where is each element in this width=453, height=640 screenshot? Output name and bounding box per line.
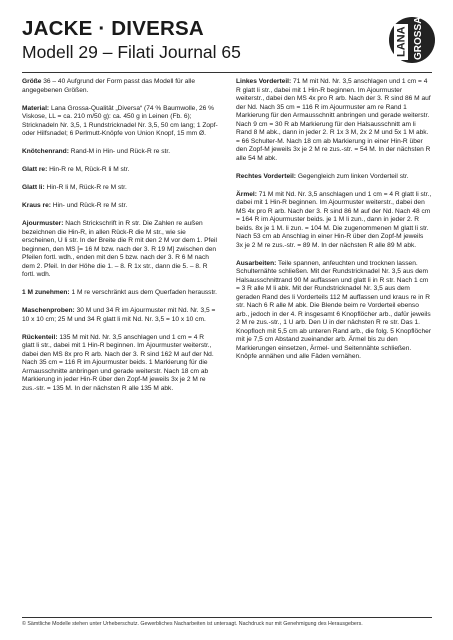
svg-text:LANA: LANA xyxy=(395,26,408,57)
section-size: Größe 36 – 40 Aufgrund der Form passt das Modell für alle angegebenen Größen. xyxy=(22,78,195,94)
svg-text:GROSSA: GROSSA xyxy=(413,16,424,60)
footer-divider xyxy=(22,617,432,618)
section-linkes-vorderteil: Linkes Vorderteil: 71 M mit Nd. Nr. 3,5 anschlagen und 1 cm = 4 R glatt li str., dabei mit 1 Hin-R beginnen. Im Ajourmuster weiterstr., dabei den MS 4x pro R arb. Nach der 3. R sind 86 M auf der Nd. Nach 35 cm = 116 R im Ajourmuster am re Rand 1 Markierung für den Armausschnitt anbringen und gerade weiterstr. Nach 9 cm = 30 R ab Markierung für den Halsausschnitt am li Rand 8 M abk., dann in jeder 2. R 1x 3 M, 2x 2 M und 5x 1 M abk. = 66 Schulter-M. Nach 18 cm ab Markierung in einer Hin-R über den Zopf-M jeweils 3x je 2 M re zus.-str. = 54 M. In der nächsten R alle 54 M abk. xyxy=(236,78,431,162)
section-glatt-li: Glatt li: Hin-R li M, Rück-R re M str. xyxy=(22,184,127,191)
section-material: Material: Lana Grossa-Qualität „Diversa“ (74 % Baumwolle, 26 % Viskose, LL = ca. 210 m/50 g): ca. 450 g in Leinen (Fb. 6); Stricknadeln Nr. 3,5, 1 Rundstricknadel Nr. 3,5, 50 cm lang; 1 Zopf- oder Hilfsnadel; 6 Perlmutt-Knöpfe von Union Knopf, 15 mm Ø. xyxy=(22,104,218,137)
section-rueckenteil: Rückenteil: 135 M mit Nd. Nr. 3,5 anschlagen und 1 cm = 4 R glatt li str., dabei mit 1 Hin-R beginnen. Im Ajourmuster weiterstr., dabei den MS 8x pro R arb. Nach der 3. R sind 162 M auf der Nd. Nach 35 cm = 116 R im Ajourmuster beids. 1 Markierung für die Armausschnitte anbringen und gerade weiterstr. Nach 18 cm ab Markierung in jeder Hin-R über den Zopf-M jeweils 3x je 2 M re zus.-str. = 135 M. In der nächsten R alle 135 M abk. xyxy=(22,333,214,392)
page-subtitle: Modell 29 – Filati Journal 65 xyxy=(22,42,241,62)
right-column xyxy=(236,78,432,371)
section-ajourmuster: Ajourmuster: Nach Strickschrift in R str. Die Zahlen re außen bezeichnen die Hin-R, in allen Rück-R die M str., wie sie erscheinen, U li str. In der Breite die R mit den 2 M vor dem 1. Pfeil beginnen, den MS [= 16 M bzw. nach der 3. R 19 M] zwischen den Pfeilen fortl. wdh., enden mit den 5 bzw. nach der 3. R 6 M nach dem 2. Pfeil. In der Höhe die 1. – 8. R 1x str., dann die 5. – 8. R fortl. wdh. xyxy=(22,220,217,278)
header-divider xyxy=(22,72,432,73)
section-maschenproben: Maschenproben: 30 M und 34 R im Ajourmuster mit Nd. Nr. 3,5 = 10 x 10 cm; 25 M und 34 R glatt li mit Nd. Nr. 3,5 = 10 x 10 cm. xyxy=(22,307,216,323)
section-rechtes-vorderteil: Rechtes Vorderteil: Gegengleich zum linken Vorderteil str. xyxy=(236,172,409,180)
section-zunehmen: 1 M zunehmen: 1 M re verschränkt aus dem Querfaden herausstr. xyxy=(22,289,217,296)
copyright-footer: © Sämtliche Modelle stehen unter Urheberschutz. Gewerbliches Nacharbeiten ist untersagt. Nachdruck nur mit Genehmigung des Herausgebers. xyxy=(22,621,363,627)
section-kraus-re: Kraus re: Hin- und Rück-R re M str. xyxy=(22,202,128,209)
lana-grossa-logo xyxy=(388,14,436,64)
left-column xyxy=(22,78,218,403)
section-aermel: Ärmel: 71 M mit Nd. Nr. 3,5 anschlagen und 1 cm = 4 R glatt li str., dabei mit 1 Hin-R beginnen. Im Ajourmuster weiterstr., dabei den MS 4x pro R arb. Nach der 3. R sind 86 M auf der Nd. Nach 48 cm = 164 R im Ajourmuster beids. je 1 M li zun., dann in jeder 2. R beids. 8x je 1 M. li zun. = 104 M. Die zugenommenen M glatt li str. Nach 53 cm ab Anschlag in einer Hin-R über den Zopf-M jeweils 3x je 2 M re zus.-str. = 89 M. In der nächsten R alle 89 M abk. xyxy=(236,190,432,249)
section-glatt-re: Glatt re: Hin-R re M, Rück-R li M str. xyxy=(22,166,130,173)
section-knoetchenrand: Knötchenrand: Rand-M in Hin- und Rück-R re str. xyxy=(22,148,171,155)
page-title: JACKE · DIVERSA xyxy=(22,17,204,40)
section-ausarbeiten: Ausarbeiten: Teile spannen, anfeuchten und trocknen lassen. Schulternähte schließen. Mit der Rundstricknadel Nr. 3,5 aus dem Halsausschnittrand 90 M auffassen und glatt li in R str. Nach 1 cm = 3 R alle M li abk. Mit der Rundstricknadel Nr. 3,5 aus dem geraden Rand des li Vorderteils 112 M auffassen und kraus re in R str. Nach 6 R alle M abk. Die Blende beim re Vorderteil ebenso arb., jedoch in der 4. R insgesamt 6 Knopflöcher arb., dafür jeweils 2 M re zus.-str., 1 U arb. Den U in der nächsten R re str. Das 1. Knopfloch mit 5,5 cm ab unteren Rand arb., die folg. 5 Knopflöcher mit je 7,5 cm Abstand zueinander arb. Ärmel bis zu den Markierungen einsetzen, Ärmel- und Seitennähte schließen. Knöpfe annähen und alle Fäden vernähen. xyxy=(236,259,431,360)
page-header xyxy=(22,14,432,74)
